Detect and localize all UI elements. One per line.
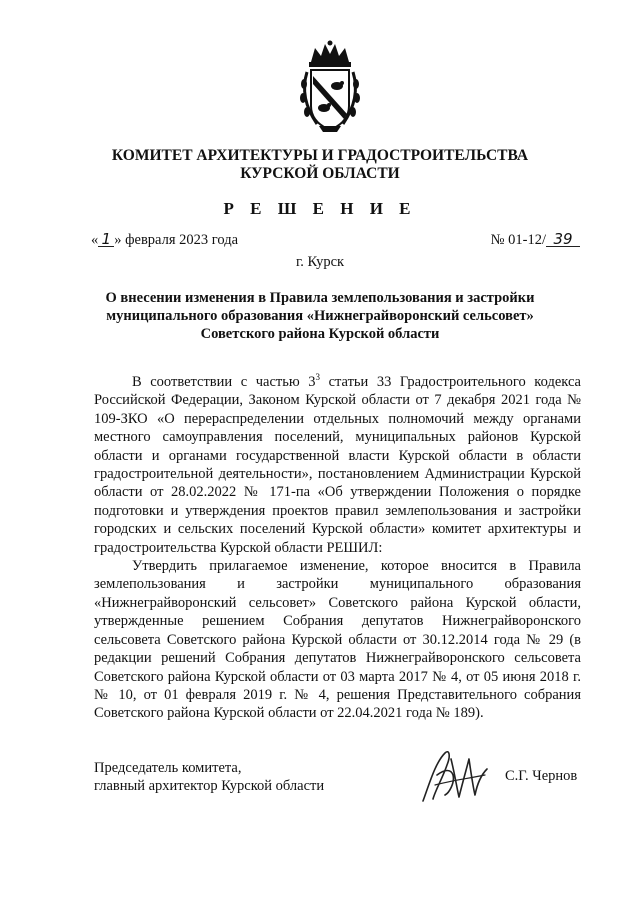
number-prefix: № 01-12/ <box>490 232 546 248</box>
document-type-title: Р Е Ш Е Н И Е <box>223 199 417 218</box>
subject-line3: Советского района Курской области <box>200 326 440 342</box>
position-line2: главный архитектор Курской области <box>94 778 325 794</box>
document-number <box>491 232 580 249</box>
signatory-name: С.Г. Чернов <box>505 768 578 784</box>
p1-start: В соответствии с частью 3 <box>132 374 316 390</box>
date-open-quote: « <box>91 232 99 248</box>
document-body <box>94 373 581 723</box>
org-name-line2: КУРСКОЙ ОБЛАСТИ <box>240 165 400 182</box>
kursk-coat-of-arms-icon <box>297 40 363 134</box>
subject-line2: муниципального образования «Нижнеграйворонский сельсовет» <box>106 308 534 324</box>
document-date <box>91 232 238 249</box>
signatory-position <box>94 759 324 795</box>
document-subject <box>80 289 560 343</box>
body-paragraph-2: Утвердить прилагаемое изменение, которое вносится в Правила землепользования и застройки муниципального образования «Нижнеграйворонский сельсовет» Советского района Курской области, утвержденные решением Собрания депутатов Нижнеграйворонского сельсовета Советского района Курской области от 30.12.2014 года № 29 (в редакции решений Собрания депутатов Нижнеграйворонского сельсовета Советского района Курской области от 03 марта 2017 № 4, от 05 июня 2018 г. № 10, от 01 февраля 2019 г. № 4, решения Представительного собрания Советского района Курской области от 22.04.2021 года № 189). <box>94 558 581 722</box>
handwritten-signature-icon <box>415 745 493 807</box>
date-rest: » февраля 2023 года <box>114 232 239 248</box>
position-line1: Председатель комитета, <box>94 760 242 776</box>
p1-rest: статьи 33 Градостроительного кодекса Российской Федерации, Законом Курской области от 7 декабря 2021 года № 109-ЗКО «О перераспределении отдельных полномочий между органами местного самоуправления поселений, муниципальных районов Курской области и органами государственной власти Курской области в области градостроительной деятельности», постановлением Администрации Курской области от 28.02.2022 № 171-па «Об утверждении Положения о порядке подготовки и утверждения проектов правил землепользования и застройки городских и сельских поселений Курской области» комитет архитектуры и градостроительства Курской области РЕШИЛ: <box>94 374 581 556</box>
date-day-handwritten: 1 <box>98 232 114 247</box>
subject-line1: О внесении изменения в Правила землепользования и застройки <box>105 290 535 306</box>
document-city: г. Курск <box>295 254 345 270</box>
number-handwritten: 39 <box>546 232 580 247</box>
body-paragraph-1 <box>94 373 581 557</box>
org-name-line1: КОМИТЕТ АРХИТЕКТУРЫ И ГРАДОСТРОИТЕЛЬСТВА <box>111 147 529 164</box>
p1-superscript: 3 <box>315 372 320 383</box>
